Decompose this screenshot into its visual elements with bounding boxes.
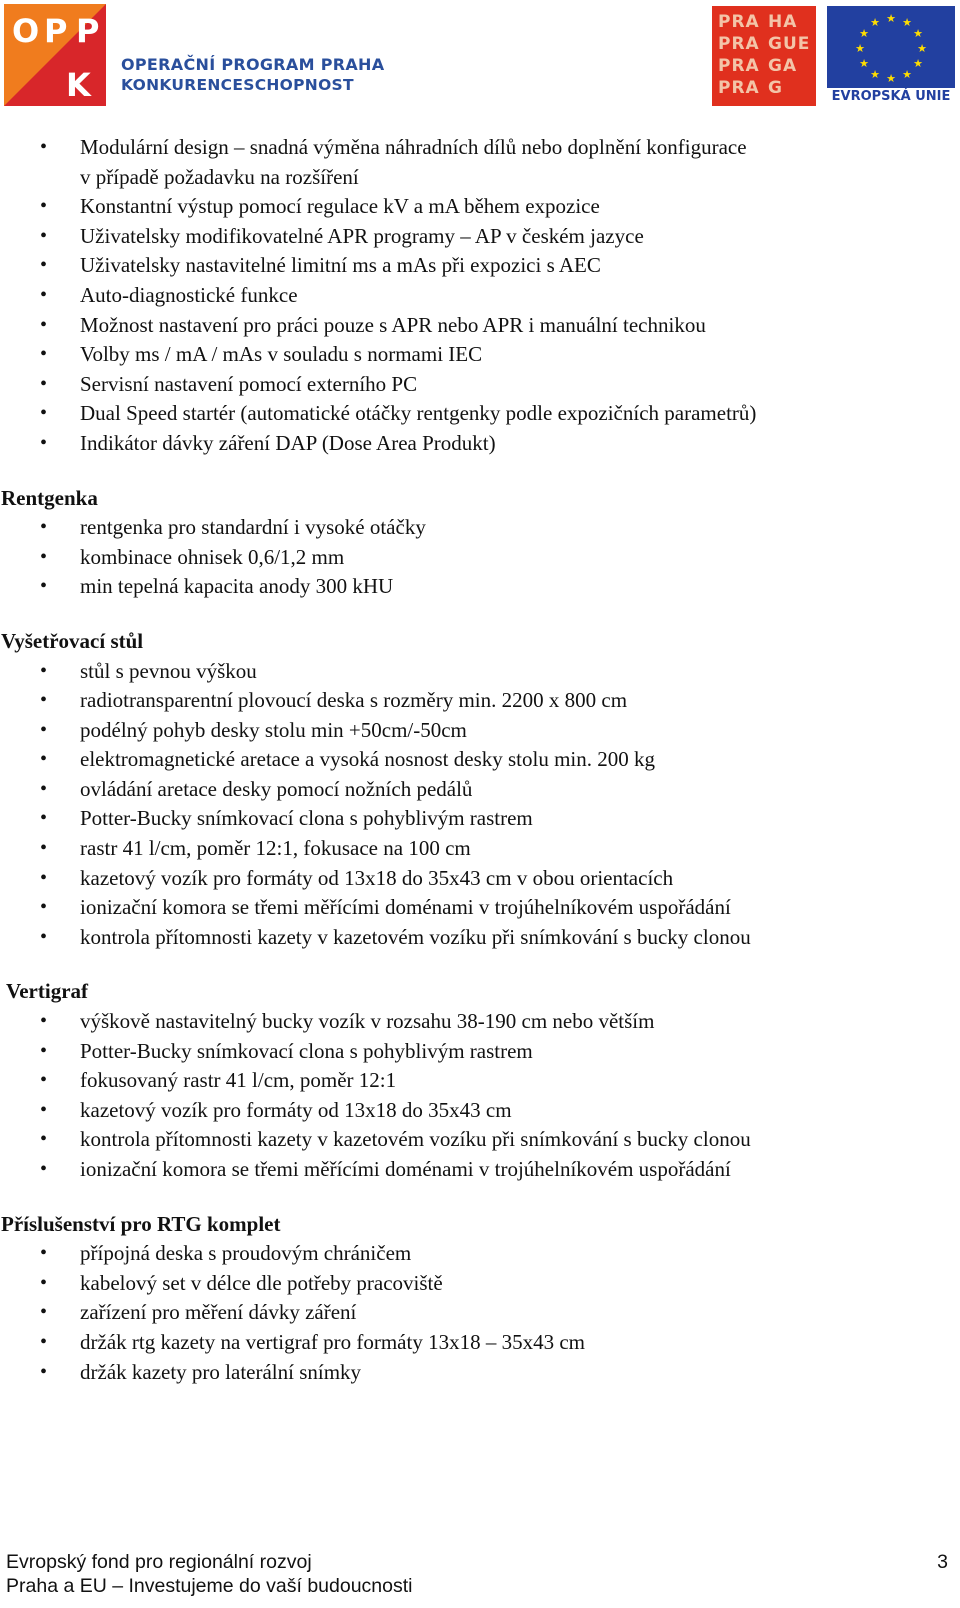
- opp-logo-letter-o: O: [12, 12, 40, 50]
- bullet-icon: •: [40, 1242, 48, 1265]
- praha-logo-cell: PRA: [718, 78, 760, 98]
- list-item: • podélný pohyb desky stolu min +50cm/-50cm: [0, 716, 960, 746]
- praha-logo-cell: PRA: [718, 56, 760, 76]
- bullet-icon: •: [40, 545, 48, 568]
- bullet-icon: •: [40, 1330, 48, 1353]
- svg-text:★: ★: [870, 16, 880, 29]
- section-list-vertigraf: [0, 1007, 960, 1185]
- svg-text:★: ★: [870, 68, 880, 81]
- list-item: • přípojná deska s proudovým chráničem: [0, 1239, 960, 1269]
- praha-logo-cell: PRA: [718, 12, 760, 32]
- bullet-icon: •: [40, 516, 48, 539]
- bullet-icon: •: [40, 136, 48, 158]
- bullet-icon: •: [40, 925, 48, 948]
- list-item: • Uživatelsky nastavitelné limitní ms a mAs při expozici s AEC: [0, 251, 960, 281]
- opp-logo: [4, 4, 106, 106]
- eu-label: EVROPSKÁ UNIE: [827, 88, 955, 106]
- svg-text:★: ★: [913, 57, 923, 70]
- footer-line2: Praha a EU – Investujeme do vaší budoucnosti: [6, 1575, 413, 1597]
- svg-text:★: ★: [859, 57, 869, 70]
- bullet-icon: •: [40, 1271, 48, 1294]
- bullet-icon: •: [40, 283, 48, 306]
- section-heading-rentgenka: Rentgenka: [1, 485, 98, 510]
- section-heading-vysetrovaci-stul: Vyšetřovací stůl: [1, 628, 144, 653]
- praha-logo-cell: GA: [768, 56, 798, 76]
- bullet-icon: •: [40, 1069, 48, 1092]
- bullet-icon: •: [40, 866, 48, 889]
- praha-logo: [712, 6, 816, 106]
- list-item: • kazetový vozík pro formáty od 13x18 do 35x43 cm v obou orientacích: [0, 864, 960, 894]
- opp-logo-letter-p2: P: [76, 12, 100, 50]
- list-item: • Servisní nastavení pomocí externího PC: [0, 370, 960, 400]
- list-item: • Volby ms / mA / mAs v souladu s normami IEC: [0, 340, 960, 370]
- intro-feature-list: [0, 133, 960, 459]
- list-item: • ionizační komora se třemi měřícími doménami v trojúhelníkovém uspořádání: [0, 1155, 960, 1185]
- opp-program-title: [121, 55, 384, 95]
- bullet-icon: •: [40, 1158, 48, 1180]
- bullet-icon: •: [40, 224, 48, 247]
- praha-logo-cell: GUE: [768, 34, 811, 54]
- list-item: • držák kazety pro laterální snímky: [0, 1358, 960, 1388]
- section-heading-vertigraf: Vertigraf: [6, 979, 89, 1004]
- list-item: • kombinace ohnisek 0,6/1,2 mm: [0, 543, 960, 573]
- list-item: • rentgenka pro standardní i vysoké otáčky: [0, 513, 960, 543]
- page-header: [0, 0, 960, 115]
- bullet-icon: •: [40, 372, 48, 395]
- list-item: • stůl s pevnou výškou: [0, 657, 960, 687]
- page-footer: [6, 1550, 954, 1598]
- list-item: • radiotransparentní plovoucí deska s rozměry min. 2200 x 800 cm: [0, 686, 960, 716]
- svg-text:★: ★: [902, 16, 912, 29]
- bullet-icon: •: [40, 777, 48, 800]
- bullet-icon: •: [40, 748, 48, 771]
- section-list-rentgenka: [0, 513, 960, 602]
- list-item: • fokusovaný rastr 41 l/cm, poměr 12:1: [0, 1066, 960, 1096]
- section-heading-prislusenstvi: Příslušenství pro RTG komplet: [1, 1211, 281, 1236]
- bullet-icon: •: [40, 807, 48, 830]
- list-item: • Potter-Bucky snímkovací clona s pohyblivým rastrem: [0, 1037, 960, 1067]
- svg-text:★: ★: [886, 72, 896, 85]
- svg-text:★: ★: [913, 27, 923, 40]
- bullet-icon: •: [40, 254, 48, 277]
- svg-text:★: ★: [855, 42, 865, 55]
- opp-logo-letter-k: K: [66, 66, 91, 104]
- list-item: • Uživatelsky modifikovatelné APR programy – AP v českém jazyce: [0, 222, 960, 252]
- bullet-icon: •: [40, 431, 48, 454]
- bullet-icon: •: [40, 837, 48, 860]
- opp-title-line1: OPERAČNÍ PROGRAM PRAHA: [121, 55, 385, 74]
- list-item: • ionizační komora se třemi měřícími doménami v trojúhelníkovém uspořádání: [0, 893, 960, 923]
- bullet-icon: •: [40, 1360, 48, 1383]
- list-item: • kontrola přítomnosti kazety v kazetovém vozíku při snímkování s bucky clonou: [0, 923, 960, 953]
- list-item: • kabelový set v délce dle potřeby pracoviště: [0, 1269, 960, 1299]
- list-item: • zařízení pro měření dávky záření: [0, 1298, 960, 1328]
- list-item: • kazetový vozík pro formáty od 13x18 do 35x43 cm: [0, 1096, 960, 1126]
- bullet-icon: •: [40, 402, 48, 425]
- svg-text:★: ★: [902, 68, 912, 81]
- section-list-prislusenstvi: [0, 1239, 960, 1387]
- section-list-vysetrovaci-stul: [0, 657, 960, 953]
- list-item: • Modulární design – snadná výměna náhradních dílů nebo doplnění konfigurace: [0, 133, 960, 163]
- list-item: • rastr 41 l/cm, poměr 12:1, fokusace na 100 cm: [0, 834, 960, 864]
- bullet-icon: •: [40, 1301, 48, 1324]
- footer-line1: Evropský fond pro regionální rozvoj: [6, 1551, 312, 1573]
- list-item: • Auto-diagnostické funkce: [0, 281, 960, 311]
- list-item: • Dual Speed startér (automatické otáčky rentgenky podle expozičních parametrů): [0, 399, 960, 429]
- list-item: • kontrola přítomnosti kazety v kazetovém vozíku při snímkování s bucky clonou: [0, 1125, 960, 1155]
- list-item: • ovládání aretace desky pomocí nožních pedálů: [0, 775, 960, 805]
- svg-text:★: ★: [917, 42, 927, 55]
- bullet-icon: •: [40, 1128, 48, 1151]
- list-item: • min tepelná kapacita anody 300 kHU: [0, 572, 960, 602]
- praha-logo-cell: PRA: [718, 34, 760, 54]
- svg-text:★: ★: [859, 27, 869, 40]
- list-item: • Potter-Bucky snímkovací clona s pohyblivým rastrem: [0, 804, 960, 834]
- bullet-icon: •: [40, 896, 48, 919]
- list-item: • výškově nastavitelný bucky vozík v rozsahu 38-190 cm nebo větším: [0, 1007, 960, 1037]
- bullet-icon: •: [40, 313, 48, 336]
- opp-title-line2: KONKURENCESCHOPNOST: [121, 76, 354, 94]
- document-body: [0, 133, 960, 1387]
- bullet-icon: •: [40, 343, 48, 366]
- list-item: • Konstantní výstup pomocí regulace kV a mA během expozice: [0, 192, 960, 222]
- list-item: • Indikátor dávky záření DAP (Dose Area Produkt): [0, 429, 960, 459]
- praha-logo-cell: HA: [768, 12, 798, 32]
- bullet-icon: •: [40, 1010, 48, 1033]
- list-item: • Možnost nastavení pro práci pouze s APR nebo APR i manuální technikou: [0, 311, 960, 341]
- bullet-icon: •: [40, 575, 48, 598]
- bullet-icon: •: [40, 1098, 48, 1121]
- list-item: • elektromagnetické aretace a vysoká nosnost desky stolu min. 200 kg: [0, 745, 960, 775]
- praha-logo-cell: G: [768, 78, 783, 98]
- svg-text:★: ★: [886, 12, 896, 25]
- bullet-icon: •: [40, 659, 48, 682]
- bullet-icon: •: [40, 718, 48, 741]
- opp-logo-letter-p1: P: [44, 12, 68, 50]
- list-item-continuation: v případě požadavku na rozšíření: [80, 164, 359, 189]
- bullet-icon: •: [40, 195, 48, 218]
- bullet-icon: •: [40, 689, 48, 712]
- page-number: 3: [937, 1551, 948, 1573]
- list-item: • držák rtg kazety na vertigraf pro formáty 13x18 – 35x43 cm: [0, 1328, 960, 1358]
- bullet-icon: •: [40, 1039, 48, 1062]
